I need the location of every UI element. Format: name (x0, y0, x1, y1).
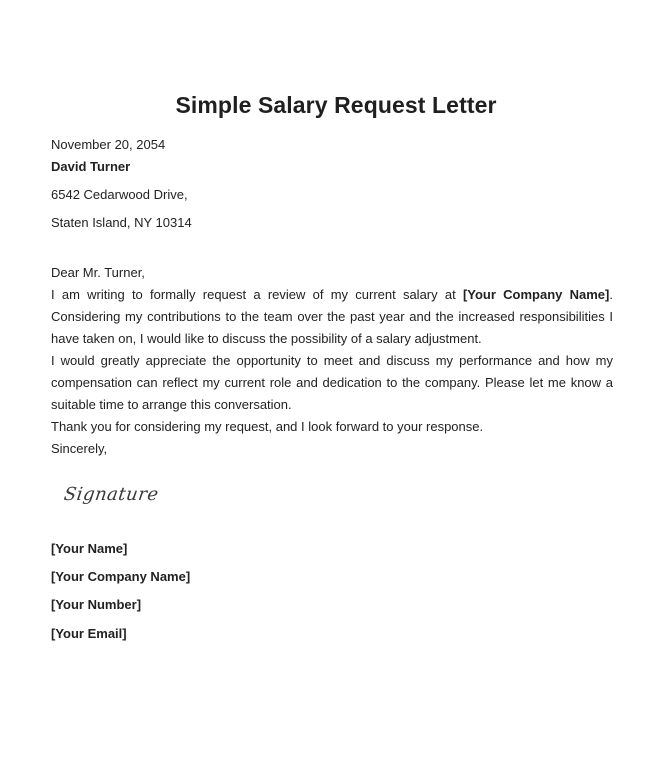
company-name-placeholder: [Your Company Name] (462, 287, 610, 302)
body-paragraph-3: Thank you for considering my request, and I look forward to your response. (51, 419, 484, 434)
salutation: Dear Mr. Turner, (51, 265, 145, 280)
closing: Sincerely, (51, 441, 108, 456)
body-paragraph-1-text-end: . Considering my contributions to the team over the past year and the increased responsibilities I have taken on, I would like to discuss the possibility of a salary adjustment. (51, 287, 613, 346)
body-paragraph-1 (51, 284, 613, 350)
sender-name: [Your Name] (51, 541, 128, 556)
sender-email: [Your Email] (51, 626, 127, 641)
recipient-address-line2: Staten Island, NY 10314 (51, 215, 192, 230)
signature: Signature (62, 484, 161, 505)
sender-company: [Your Company Name] (51, 569, 191, 584)
sender-phone: [Your Number] (51, 597, 142, 612)
body-paragraph-2: I would greatly appreciate the opportunity to meet and discuss my performance and how my compensation can reflect my current role and dedication to the company. Please let me know a suitable time to arrange this conversation. (51, 353, 613, 412)
letter-date: November 20, 2054 (51, 137, 166, 152)
body-paragraph-1-text-start: I am writing to formally request a review of my current salary at (51, 287, 463, 302)
document-title: Simple Salary Request Letter (175, 92, 497, 118)
recipient-name: David Turner (51, 159, 131, 174)
recipient-address-line1: 6542 Cedarwood Drive, (51, 187, 188, 202)
